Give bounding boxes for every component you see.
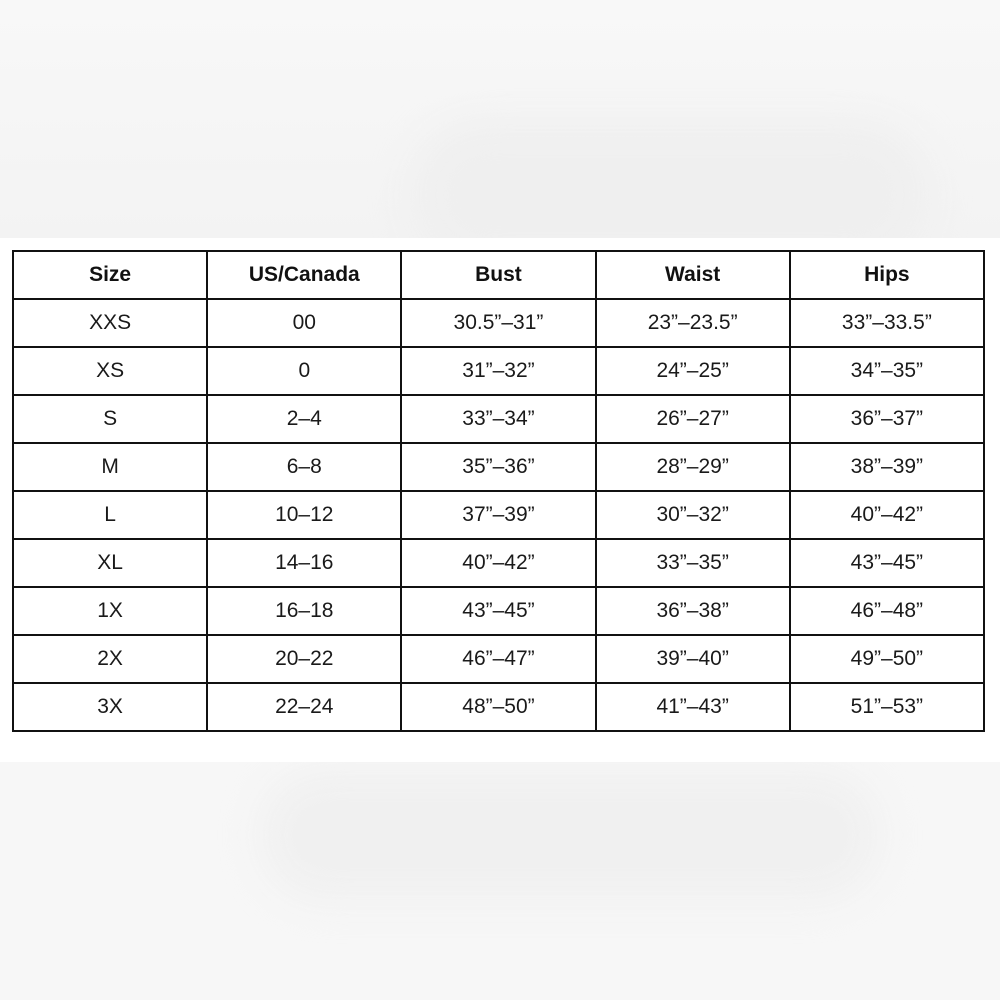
cell-waist: 23”–23.5” [596,299,790,347]
cell-hips: 49”–50” [790,635,984,683]
header-waist: Waist [596,251,790,299]
cell-us-canada: 22–24 [207,683,401,731]
cell-waist: 30”–32” [596,491,790,539]
cell-size: L [13,491,207,539]
table-row [13,587,984,635]
cell-waist: 24”–25” [596,347,790,395]
cell-us-canada: 00 [207,299,401,347]
cell-size: 3X [13,683,207,731]
cell-size: 1X [13,587,207,635]
cell-size: XL [13,539,207,587]
cell-hips: 33”–33.5” [790,299,984,347]
cell-size: S [13,395,207,443]
cell-waist: 28”–29” [596,443,790,491]
cell-waist: 26”–27” [596,395,790,443]
cell-bust: 30.5”–31” [401,299,595,347]
cell-hips: 51”–53” [790,683,984,731]
cell-size: XS [13,347,207,395]
table-row [13,443,984,491]
size-chart-table [12,250,985,732]
size-chart-body [13,299,984,731]
cell-hips: 43”–45” [790,539,984,587]
table-row [13,539,984,587]
table-row [13,347,984,395]
cell-hips: 46”–48” [790,587,984,635]
cell-bust: 35”–36” [401,443,595,491]
cell-size: M [13,443,207,491]
table-row [13,491,984,539]
header-size: Size [13,251,207,299]
table-row [13,299,984,347]
cell-hips: 38”–39” [790,443,984,491]
cell-bust: 46”–47” [401,635,595,683]
cell-waist: 33”–35” [596,539,790,587]
cell-bust: 48”–50” [401,683,595,731]
cell-us-canada: 10–12 [207,491,401,539]
cell-us-canada: 16–18 [207,587,401,635]
cell-bust: 33”–34” [401,395,595,443]
size-chart-panel [0,238,1000,762]
cell-us-canada: 14–16 [207,539,401,587]
cell-us-canada: 6–8 [207,443,401,491]
cell-bust: 40”–42” [401,539,595,587]
cell-hips: 36”–37” [790,395,984,443]
header-hips: Hips [790,251,984,299]
cell-bust: 31”–32” [401,347,595,395]
header-row [13,251,984,299]
cell-hips: 34”–35” [790,347,984,395]
cell-size: XXS [13,299,207,347]
cell-us-canada: 20–22 [207,635,401,683]
table-row [13,635,984,683]
cell-us-canada: 0 [207,347,401,395]
cell-bust: 37”–39” [401,491,595,539]
table-row [13,683,984,731]
table-row [13,395,984,443]
cell-waist: 39”–40” [596,635,790,683]
cell-waist: 36”–38” [596,587,790,635]
background-shape [260,770,880,900]
cell-hips: 40”–42” [790,491,984,539]
cell-bust: 43”–45” [401,587,595,635]
cell-size: 2X [13,635,207,683]
header-us-canada: US/Canada [207,251,401,299]
cell-waist: 41”–43” [596,683,790,731]
header-bust: Bust [401,251,595,299]
cell-us-canada: 2–4 [207,395,401,443]
